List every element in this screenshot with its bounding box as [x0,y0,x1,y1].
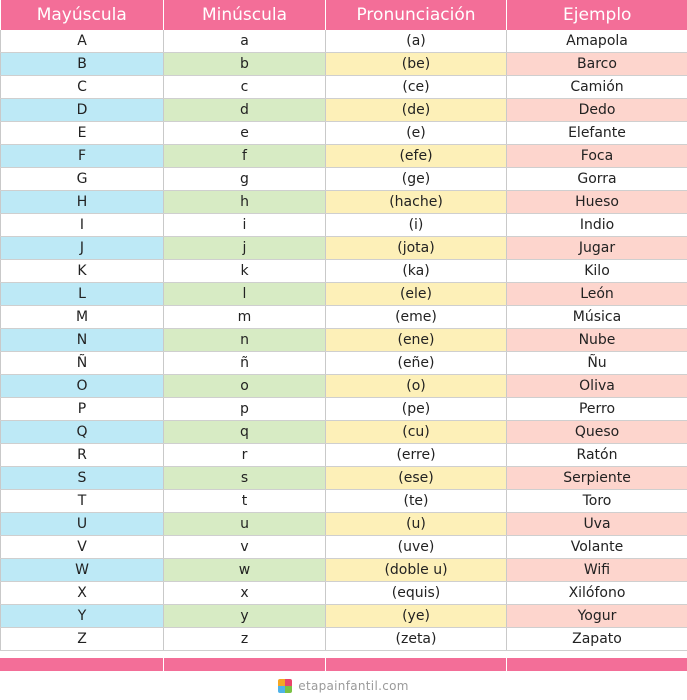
pronunciacion-cell: (ge) [326,168,507,191]
pronunciacion-cell: (uve) [326,536,507,559]
mayuscula-cell: I [1,214,164,237]
pronunciacion-cell: (ye) [326,605,507,628]
minuscula-cell: t [164,490,326,513]
minuscula-cell: n [164,329,326,352]
mayuscula-cell: P [1,398,164,421]
ejemplo-cell: Elefante [507,122,687,145]
table-row [1,306,687,329]
mayuscula-cell: D [1,99,164,122]
pronunciacion-cell: (ese) [326,467,507,490]
pronunciacion-cell: (ce) [326,76,507,99]
ejemplo-cell: Volante [507,536,687,559]
mayuscula-cell: A [1,30,164,53]
table-row [1,559,687,582]
mayuscula-cell: H [1,191,164,214]
pronunciacion-cell: (pe) [326,398,507,421]
pronunciacion-cell: (doble u) [326,559,507,582]
pronunciacion-cell: (ka) [326,260,507,283]
ejemplo-cell: Nube [507,329,687,352]
minuscula-cell: x [164,582,326,605]
ejemplo-cell: Barco [507,53,687,76]
minuscula-cell: i [164,214,326,237]
pronunciacion-cell: (o) [326,375,507,398]
table-row [1,421,687,444]
table-row [1,76,687,99]
pronunciacion-cell: (erre) [326,444,507,467]
puzzle-logo-icon [278,679,292,693]
mayuscula-cell: N [1,329,164,352]
mayuscula-cell: B [1,53,164,76]
header-pronunciacion: Pronunciación [326,0,507,30]
ejemplo-cell: Toro [507,490,687,513]
table-row [1,582,687,605]
table-body [1,30,687,651]
pronunciacion-cell: (ene) [326,329,507,352]
ejemplo-cell: León [507,283,687,306]
ejemplo-cell: Xilófono [507,582,687,605]
minuscula-cell: k [164,260,326,283]
minuscula-cell: o [164,375,326,398]
table-row [1,214,687,237]
ejemplo-cell: Zapato [507,628,687,651]
pronunciacion-cell: (te) [326,490,507,513]
ejemplo-cell: Serpiente [507,467,687,490]
minuscula-cell: w [164,559,326,582]
ejemplo-cell: Wifi [507,559,687,582]
mayuscula-cell: T [1,490,164,513]
header-mayuscula: Mayúscula [1,0,164,30]
mayuscula-cell: J [1,237,164,260]
pronunciacion-cell: (equis) [326,582,507,605]
table-row [1,122,687,145]
footer-logo [0,676,687,696]
minuscula-cell: m [164,306,326,329]
ejemplo-cell: Música [507,306,687,329]
ejemplo-cell: Jugar [507,237,687,260]
ejemplo-cell: Ratón [507,444,687,467]
table-row [1,375,687,398]
table-row [1,283,687,306]
ejemplo-cell: Perro [507,398,687,421]
pronunciacion-cell: (ele) [326,283,507,306]
minuscula-cell: h [164,191,326,214]
minuscula-cell: g [164,168,326,191]
ejemplo-cell: Queso [507,421,687,444]
pronunciacion-cell: (zeta) [326,628,507,651]
minuscula-cell: y [164,605,326,628]
mayuscula-cell: Q [1,421,164,444]
table-row [1,30,687,53]
mayuscula-cell: F [1,145,164,168]
pronunciacion-cell: (i) [326,214,507,237]
ejemplo-cell: Yogur [507,605,687,628]
minuscula-cell: s [164,467,326,490]
header-ejemplo: Ejemplo [507,0,687,30]
mayuscula-cell: C [1,76,164,99]
mayuscula-cell: Ñ [1,352,164,375]
table-row [1,145,687,168]
minuscula-cell: f [164,145,326,168]
logo-text: etapainfantil.com [298,679,409,693]
mayuscula-cell: V [1,536,164,559]
ejemplo-cell: Uva [507,513,687,536]
pronunciacion-cell: (eñe) [326,352,507,375]
table-header-row [1,0,687,30]
ejemplo-cell: Foca [507,145,687,168]
table-row [1,352,687,375]
pronunciacion-cell: (u) [326,513,507,536]
mayuscula-cell: E [1,122,164,145]
minuscula-cell: b [164,53,326,76]
pronunciacion-cell: (be) [326,53,507,76]
minuscula-cell: j [164,237,326,260]
table-row [1,490,687,513]
mayuscula-cell: S [1,467,164,490]
table-row [1,260,687,283]
ejemplo-cell: Oliva [507,375,687,398]
minuscula-cell: l [164,283,326,306]
table-row [1,536,687,559]
table-row [1,237,687,260]
table-row [1,398,687,421]
ejemplo-cell: Indio [507,214,687,237]
minuscula-cell: ñ [164,352,326,375]
table-row [1,329,687,352]
pronunciacion-cell: (e) [326,122,507,145]
pronunciacion-cell: (jota) [326,237,507,260]
table-row [1,99,687,122]
table-row [1,191,687,214]
ejemplo-cell: Gorra [507,168,687,191]
ejemplo-cell: Kilo [507,260,687,283]
mayuscula-cell: M [1,306,164,329]
mayuscula-cell: Z [1,628,164,651]
mayuscula-cell: Y [1,605,164,628]
minuscula-cell: z [164,628,326,651]
minuscula-cell: e [164,122,326,145]
ejemplo-cell: Hueso [507,191,687,214]
minuscula-cell: u [164,513,326,536]
minuscula-cell: p [164,398,326,421]
ejemplo-cell: Amapola [507,30,687,53]
mayuscula-cell: O [1,375,164,398]
ejemplo-cell: Camión [507,76,687,99]
table-row [1,605,687,628]
mayuscula-cell: R [1,444,164,467]
table-row [1,513,687,536]
pronunciacion-cell: (de) [326,99,507,122]
pronunciacion-cell: (cu) [326,421,507,444]
table-row [1,168,687,191]
minuscula-cell: v [164,536,326,559]
pronunciacion-cell: (eme) [326,306,507,329]
pronunciacion-cell: (a) [326,30,507,53]
pronunciacion-cell: (hache) [326,191,507,214]
minuscula-cell: c [164,76,326,99]
mayuscula-cell: U [1,513,164,536]
mayuscula-cell: X [1,582,164,605]
minuscula-cell: q [164,421,326,444]
header-minuscula: Minúscula [164,0,326,30]
mayuscula-cell: G [1,168,164,191]
ejemplo-cell: Dedo [507,99,687,122]
mayuscula-cell: L [1,283,164,306]
minuscula-cell: r [164,444,326,467]
table-row [1,628,687,651]
minuscula-cell: d [164,99,326,122]
footer-bar [0,658,687,671]
mayuscula-cell: K [1,260,164,283]
table-row [1,467,687,490]
table-row [1,444,687,467]
minuscula-cell: a [164,30,326,53]
pronunciacion-cell: (efe) [326,145,507,168]
table-row [1,53,687,76]
mayuscula-cell: W [1,559,164,582]
ejemplo-cell: Ñu [507,352,687,375]
